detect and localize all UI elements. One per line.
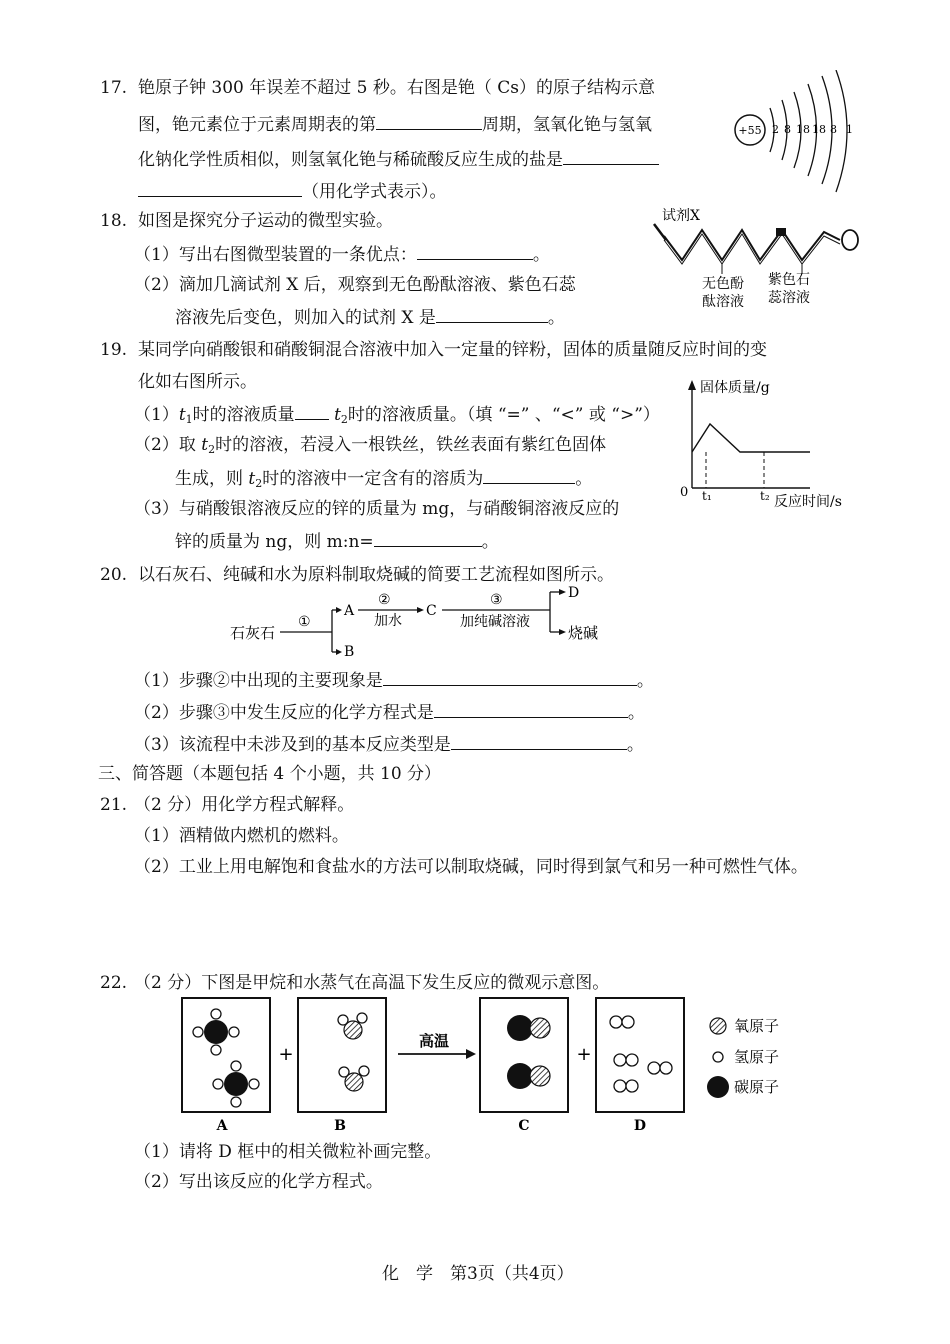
q18-stem: 如图是探究分子运动的微型实验。 bbox=[138, 211, 393, 231]
t-sub-2: 2 bbox=[208, 443, 216, 456]
q17-line1: 铯原子钟 300 年误差不超过 5 秒。右图是铯（ Cs）的原子结构示意 bbox=[138, 78, 656, 98]
box-a-label: A bbox=[216, 1118, 228, 1134]
t-symbol: t bbox=[248, 469, 256, 489]
q18-part2b: 溶液先后变色，则加入的试剂 X 是 。 bbox=[175, 304, 565, 330]
shell-count-3: 18 bbox=[796, 123, 810, 136]
t-sub-2: 2 bbox=[255, 477, 263, 490]
q20-part1: （1）步骤②中出现的主要现象是 。 bbox=[134, 667, 654, 693]
q18-number: 18. bbox=[100, 211, 128, 231]
box-d bbox=[596, 998, 684, 1112]
phenolphthalein-label-1: 无色酚 bbox=[702, 276, 744, 292]
h2-molecule-1 bbox=[610, 1016, 634, 1028]
flow-node-a: A bbox=[344, 603, 355, 619]
q17-line3 bbox=[138, 146, 659, 172]
q20-reaction-type-blank[interactable] bbox=[451, 731, 627, 750]
q19-ratio-blank[interactable] bbox=[374, 528, 482, 547]
q20-stem: 以石灰石、纯碱和水为原料制取烧碱的简要工艺流程如图所示。 bbox=[138, 565, 614, 585]
flow-step-3-label: 加纯碱溶液 bbox=[460, 614, 530, 630]
q19-part2 bbox=[134, 433, 606, 462]
q19-stem2: 化如右图所示。 bbox=[138, 372, 257, 392]
h2-molecule-4 bbox=[614, 1080, 638, 1092]
t1-label: t₁ bbox=[702, 489, 712, 503]
q20-equation-blank[interactable] bbox=[434, 699, 628, 718]
y-axis-label: 固体质量/g bbox=[700, 380, 770, 396]
arrow-to-c bbox=[417, 607, 424, 613]
q18-part2b-text: 溶液先后变色，则加入的试剂 X 是 bbox=[175, 308, 436, 328]
q19-stem1: 某同学向硝酸银和硝酸铜混合溶液中加入一定量的锌粉，固体的质量随反应时间的变 bbox=[138, 340, 767, 360]
water-molecule-1 bbox=[338, 1013, 367, 1039]
q19-solute-blank[interactable] bbox=[483, 465, 575, 484]
origin-label: 0 bbox=[680, 485, 689, 500]
reaction-arrowhead bbox=[466, 1049, 476, 1059]
q20-part1-text: （1）步骤②中出现的主要现象是 bbox=[134, 671, 383, 691]
q19-part3b-text: 锌的质量为 ng，则 m:n= bbox=[175, 532, 374, 552]
micro-experiment-figure bbox=[644, 206, 864, 316]
q17-period-blank[interactable] bbox=[376, 111, 482, 130]
flow-node-b: B bbox=[344, 644, 355, 660]
q18-advantage-blank[interactable] bbox=[417, 241, 533, 260]
q20-part2-text: （2）步骤③中发生反应的化学方程式是 bbox=[134, 703, 434, 723]
legend-carbon: 碳原子 bbox=[734, 1078, 780, 1096]
arrow-to-a bbox=[336, 607, 342, 613]
q17-line4-text: （用化学式表示）。 bbox=[302, 182, 447, 202]
x-axis-label: 反应时间/s bbox=[774, 494, 842, 510]
flow-node-c: C bbox=[426, 603, 437, 619]
q20-part3-text: （3）该流程中未涉及到的基本反应类型是 bbox=[134, 735, 451, 755]
flow-step-1: ① bbox=[298, 614, 311, 630]
flow-step-2-label: 加水 bbox=[374, 613, 402, 629]
shell-count-2: 8 bbox=[784, 123, 791, 136]
flow-node-d: D bbox=[568, 585, 580, 601]
q17-line3-text: 化钠化学性质相似，则氢氧化铯与稀硫酸反应生成的盐是 bbox=[138, 150, 563, 170]
q19-part2-cont-a: 生成，则 bbox=[175, 469, 249, 489]
legend-hydrogen: 氢原子 bbox=[734, 1048, 780, 1066]
q19-part2-cont: 生成，则 $t_2$时的溶液中一定含有的溶质为 。 bbox=[175, 465, 592, 496]
q22-part1: （1）请将 D 框中的相关微粒补画完整。 bbox=[134, 1142, 442, 1162]
q20-part2: （2）步骤③中发生反应的化学方程式是 。 bbox=[134, 699, 645, 725]
q19-part1 bbox=[134, 401, 660, 432]
t-sub-2: 2 bbox=[340, 413, 348, 426]
q18-part1: （1）写出右图微型装置的一条优点： 。 bbox=[134, 241, 550, 267]
q19-part3a: （3）与硝酸银溶液反应的锌的质量为 mg，与硝酸铜溶液反应的 bbox=[134, 499, 620, 519]
box-c bbox=[480, 998, 568, 1112]
box-c-label: C bbox=[518, 1118, 530, 1134]
nucleus-label: +55 bbox=[738, 124, 762, 137]
litmus-label-1: 紫色石 bbox=[768, 272, 810, 288]
hydrogen-atom-icon bbox=[713, 1052, 723, 1062]
q18-part2a: （2）滴加几滴试剂 X 后，观察到无色酚酞溶液、紫色石蕊 bbox=[134, 275, 576, 295]
q19-part2-cont-b: 时的溶液中一定含有的溶质为 bbox=[262, 469, 484, 489]
box-d-label: D bbox=[633, 1118, 647, 1134]
shell-count-5: 8 bbox=[830, 123, 837, 136]
water-molecule-2 bbox=[339, 1066, 369, 1091]
plus-sign-2: + bbox=[576, 1044, 592, 1065]
q17-line2-text: 图，铯元素位于元素周期表的第 bbox=[138, 115, 376, 135]
page-footer: 化 学 第3页（共4页） bbox=[382, 1264, 574, 1284]
carbon-atom-icon bbox=[707, 1076, 729, 1098]
q19-part1-prefix: （1） bbox=[134, 405, 179, 425]
solid-mass-graph bbox=[676, 378, 856, 510]
y-axis-arrow bbox=[688, 380, 696, 390]
mass-curve bbox=[692, 424, 810, 452]
q19-part1-mid: 时的溶液质量 bbox=[192, 405, 295, 425]
zigzag-tube bbox=[664, 230, 840, 260]
q19-part2-text: 时的溶液，若浸入一根铁丝，铁丝表面有紫红色固体 bbox=[215, 435, 607, 455]
q21-number: 21. bbox=[100, 795, 128, 815]
t2-label: t₂ bbox=[760, 489, 770, 503]
arrow-to-caustic-soda bbox=[559, 629, 566, 635]
q17-line2-text-b: 周期，氢氧化铯与氢氧 bbox=[482, 115, 652, 135]
q17-salt-blank-a[interactable] bbox=[563, 146, 659, 165]
q20-number: 20. bbox=[100, 565, 128, 585]
reagent-x-label: 试剂X bbox=[662, 208, 700, 224]
q17-line4 bbox=[138, 178, 447, 204]
q21-stem: （2 分）用化学方程式解释。 bbox=[134, 795, 355, 815]
q18-reagent-blank[interactable] bbox=[436, 304, 548, 323]
oxygen-atom-icon bbox=[710, 1018, 726, 1034]
t-symbol: t bbox=[334, 405, 341, 425]
arrow-to-b bbox=[336, 649, 342, 655]
arrow-to-d bbox=[559, 589, 566, 595]
flow-step-3: ③ bbox=[490, 592, 503, 608]
litmus-label-2: 蕊溶液 bbox=[768, 290, 810, 306]
q21-part1: （1）酒精做内燃机的燃料。 bbox=[134, 826, 349, 846]
shell-count-6: 1 bbox=[846, 123, 853, 136]
h2-molecule-3 bbox=[648, 1062, 672, 1074]
co-molecule-1 bbox=[507, 1015, 550, 1041]
q18-part1-text: （1）写出右图微型装置的一条优点： bbox=[134, 245, 417, 265]
q17-line2 bbox=[138, 111, 652, 137]
q19-part2-prefix: （2）取 bbox=[134, 435, 202, 455]
tube-connector bbox=[776, 228, 786, 236]
shell-count-4: 18 bbox=[812, 123, 826, 136]
q22-number: 22. bbox=[100, 973, 128, 993]
q17-salt-blank-b[interactable] bbox=[138, 178, 302, 197]
q19-part3b: 锌的质量为 ng，则 m:n= 。 bbox=[175, 528, 499, 554]
q19-number: 19. bbox=[100, 340, 128, 360]
co-molecule-2 bbox=[507, 1063, 550, 1089]
section-heading: 三、简答题（本题包括 4 个小题，共 10 分） bbox=[98, 764, 442, 784]
q20-phenomenon-blank[interactable] bbox=[383, 667, 637, 686]
box-b-label: B bbox=[334, 1118, 346, 1134]
q20-part3: （3）该流程中未涉及到的基本反应类型是 。 bbox=[134, 731, 644, 757]
flow-step-2: ② bbox=[378, 592, 391, 608]
process-flow-diagram bbox=[228, 582, 628, 662]
rubber-bulb-icon bbox=[842, 230, 858, 250]
t-symbol: t bbox=[201, 435, 209, 455]
h2-molecule-2 bbox=[614, 1054, 638, 1066]
t-sub-1: 1 bbox=[185, 413, 193, 426]
legend-oxygen: 氧原子 bbox=[734, 1017, 780, 1035]
phenolphthalein-label-2: 酞溶液 bbox=[702, 294, 744, 310]
q22-stem: （2 分）下图是甲烷和水蒸气在高温下发生反应的微观示意图。 bbox=[134, 973, 610, 993]
q19-compare-blank[interactable] bbox=[295, 401, 329, 420]
high-temp-label: 高温 bbox=[418, 1032, 450, 1050]
methane-steam-reaction-diagram bbox=[178, 994, 798, 1136]
methane-molecule-1 bbox=[193, 1009, 239, 1055]
box-a bbox=[182, 998, 270, 1112]
t-symbol: t bbox=[178, 405, 186, 425]
q21-part2: （2）工业上用电解饱和食盐水的方法可以制取烧碱，同时得到氯气和另一种可燃性气体。 bbox=[134, 857, 808, 877]
plus-sign-1: + bbox=[278, 1044, 294, 1065]
q22-part2: （2）写出该反应的化学方程式。 bbox=[134, 1172, 383, 1192]
cs-atom-diagram bbox=[728, 70, 868, 194]
shell-count-1: 2 bbox=[772, 123, 779, 136]
methane-molecule-2 bbox=[213, 1061, 259, 1107]
q17-number: 17. bbox=[100, 78, 128, 98]
flow-caustic-soda: 烧碱 bbox=[568, 624, 599, 642]
flow-limestone: 石灰石 bbox=[230, 624, 276, 642]
q19-part1-suffix: 时的溶液质量。（填 “=” 、“<” 或 “>”） bbox=[347, 405, 660, 425]
